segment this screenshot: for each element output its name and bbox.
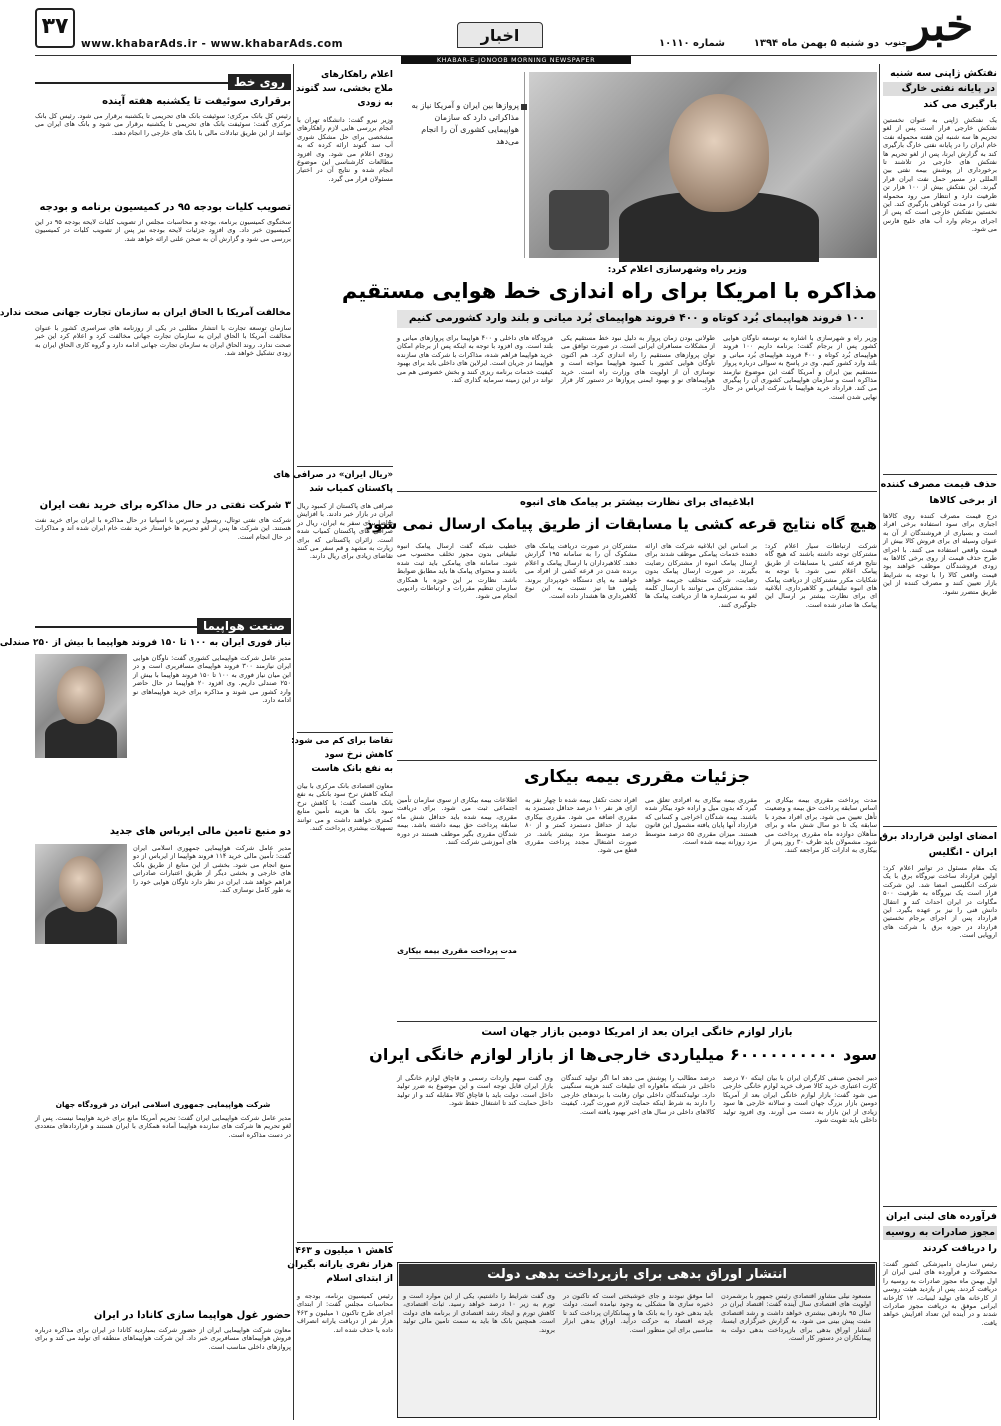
left-h2: تصویب کلیات بودجه ۹۵ در کمیسیون برنامه و بودجه <box>39 202 291 213</box>
main-body-2: طولانی بودن زمان پرواز به دلیل نبود خط مستقیم یکی از مشکلات مسافران ایرانی است. در صورت توافق می توان پروازهای مستقیم را راه اندازی کرد. هم اکنون ناوگان هوایی کشور با کمبود هواپیما مواجه است و نوسازی آن از اولویت های وزارت راه است. خرید هواپیماهای نو و بهبود ایمنی پروازها در دستور کار قرار دارد. <box>561 334 715 393</box>
midleft-h2: ملاج بخشی، سد گتوند <box>295 84 393 94</box>
minister-photo <box>529 72 877 258</box>
main-kicker: وزیر راه وشهرسازی اعلام کرد: <box>607 265 747 275</box>
issue-number: شماره ۱۰۱۱۰ <box>659 38 725 49</box>
column-rule <box>879 64 880 1420</box>
midleft-h9: کاهش ۱ میلیون و ۴۶۳ <box>295 1246 393 1256</box>
right-body4: رئیس سازمان دامپزشکی کشور گفت: محصولات و فرآورده های لبنی ایران از اول بهمن ماه مجوز صادرات به روسیه را دریافت کردند. پس از بازدید هیئت روسی از کارخانه های تولید لبنیات، ۱۲ کارخانه ایرانی موفق به دریافت مجوز صادرات شدند و در آینده این تعداد افزایش خواهد یافت. <box>883 1260 997 1327</box>
insurance-body-3: افراد تحت تکفل بیمه شده تا چهار نفر به ازای هر نفر ۱۰ درصد حداقل دستمزد به مقرری اضافه می شود. مقرری بیکاری نباید از حداقل دستمزد کمتر و از ۸۰ درصد متوسط مزد بیشتر باشد. در صورت اشتغال مجدد پرداخت مقرری قطع می شود. <box>525 796 637 855</box>
right-h10: را دریافت کردند <box>922 1243 997 1254</box>
left-h7: حضور غول هواپیما سازی کانادا در ایران <box>93 1310 291 1321</box>
right-h8: فرآورده های لبنی ایران <box>885 1211 997 1222</box>
debt-headline: انتشار اوراق بدهی برای بازپرداخت بدهی دولت <box>487 1267 787 1282</box>
divider <box>297 466 393 467</box>
masthead-rule <box>35 55 997 56</box>
sanat-title: صنعت هواپیما <box>197 618 291 634</box>
divider <box>883 474 997 475</box>
divider <box>397 1021 877 1022</box>
market-body-3: وی گفت سهم واردات رسمی و قاچاق لوازم خانگی از بازار ایران قابل توجه است و این موضوع به ضرر تولید داخل است. دولت باید با قاچاق کالا مقابله کند و از تولید داخل حمایت کند تا اشتغال حفظ شود. <box>397 1074 553 1108</box>
midleft-h10: هزار نفری یارانه بگیران <box>287 1260 393 1270</box>
caption-bullet <box>521 104 527 110</box>
midleft-h3: به زودی <box>357 98 393 108</box>
right-h5: از برخی کالاها <box>929 495 997 506</box>
right-h2: در پایانه نفتی خارگ <box>901 83 995 94</box>
sms-body-1: شرکت ارتباطات سیار اعلام کرد: مشترکان توجه داشته باشند که هیچ گاه نتایج قرعه کشی یا مسابقات از طریق پیامک اعلام نمی شود. با توجه به شکایات مکرر مشترکان از دریافت پیامک های انبوه تبلیغاتی و کلاهبرداری، ابلاغیه ای برای نظارت بیشتر بر ارسال این پیامک ها صادر شده است. <box>765 542 877 609</box>
debt-body-3: وی گفت شرایط را داشتیم، یکی از این موارد است و تورم به زیر ۱۰ درصد خواهد رسید. ثبات اقتصادی، کاهش تورم و ایجاد رشد اقتصادی از برنامه های دولت است. همچنین بانک ها باید به سمت تامین مالی تولید بروند. <box>403 1292 556 1334</box>
sms-body-3: مشترکان در صورت دریافت پیامک های مشکوک آن را به سامانه ۱۹۵ گزارش دهند. کلاهبرداران با ارسال پیامک و اعلام برنده شدن در قرعه کشی از افراد می خواهند به پای دستگاه خودپرداز بروند. پلیس فتا نیز نسبت به این نوع کلاهبرداری ها هشدار داده است. <box>525 542 637 601</box>
photo-microphones <box>549 190 609 250</box>
right-body1: یک نفتکش ژاپنی به عنوان نخستین نفتکش خارجی قرار است پس از لغو تحریم ها سه شنبه این هفته محموله نفت خام ایران را در پایانه نفتی خارگ بارگیری کند به گزارش ایرنا، پس از لغو تحریم ها نفتکش های خارجی در تلاشند تا برخورداری از پوشش بیمه نفتی بین المللی در مسیر حمل نفت ایران قرار گیرند. این نفتکش بیش از ۱۰۰ هزار تن ظرفیت دارد و انتظار می رود محموله نفتی را در مدت کوتاهی بارگیری کند. این نخستین نفتکش خارجی است که پس از اجرای برجام وارد آب های خلیج فارس می شود. <box>883 116 998 234</box>
left-h5: نیاز فوری ایران به ۱۰۰ تا ۱۵۰ فروند هواپیما با بیش از ۲۵۰ صندلی <box>0 638 291 648</box>
left-body5: مدیر عامل شرکت هواپیمایی کشوری گفت: ناوگان هوایی ایران نیازمند ۳۰۰ فروند هواپیمای مسافربری است و در این میان نیاز فوری به ۱۰۰ تا ۱۵۰ فروند هواپیما با بیش از ۲۵۰ صندلی داریم. وی افزود ۲۰ هواپیما در حال حاضر وارد کشور می شوند و مذاکره برای خرید هواپیماهای نو ادامه دارد. <box>133 654 291 705</box>
market-kicker: بازار لوازم خانگی ایران بعد از امریکا دومین بازار جهان است <box>481 1026 793 1038</box>
sms-kicker: ابلاغیه‌ای برای نظارت بیشتر بر پیامک های انبوه <box>520 497 754 508</box>
sms-body-2: بر اساس این ابلاغیه شرکت های ارائه دهنده خدمات پیامکی موظف شدند برای ارسال پیامک انبوه از مشترکان رضایت بگیرند. در صورت ارسال پیامک بدون رضایت، شرکت متخلف جریمه خواهد شد. مشترکان می توانند با ارسال کلمه لغو به سرشماره ها از دریافت پیامک ها جلوگیری کنند. <box>645 542 757 609</box>
airline-director-photo <box>35 844 127 944</box>
photo-figure-face <box>669 94 769 212</box>
midleft-h8: به نفع بانک هاست <box>311 764 393 774</box>
market-body-2: درصد مطالب را پوشش می دهد اما اگر تولید کنندگان داخلی در شبکه ماهواره ای تبلیغات کنند هزینه سنگینی دارد. تولیدکنندگان داخلی توان رقابت با برندهای خارجی را دارند به شرط اینکه حمایت لازم صورت گیرد. کیفیت کالاهای داخلی در سال های اخیر بهبود یافته است. <box>561 1074 715 1116</box>
left-body6: مدیر عامل شرکت هواپیمایی جمهوری اسلامی ایران گفت: تأمین مالی خرید ۱۱۴ فروند هواپیما از ایرباس از دو منبع انجام می شود. بخشی از این منابع از طریق بانک های خارجی و بخشی دیگر از طریق اعتبارات صادراتی فراهم خواهد شد. ایران در نظر دارد ناوگان هوایی خود را به طور کامل نوسازی کند. <box>133 844 292 895</box>
debt-body-1: مسعود نیلی مشاور اقتصادی رئیس جمهور با برشمردن اولویت های اقتصادی سال آینده گفت: اقتصاد ایران در سال ۹۵ بازدهی بیشتری خواهد داشت و رشد اقتصادی مثبت پیش بینی می شود. به گزارش خبرگزاری ایسنا، انتشار اوراق بدهی برای بازپرداخت بدهی دولت به پیمانکاران در دستور کار است. <box>721 1292 872 1343</box>
insurance-subheading: مدت پرداخت مقرری بیمه بیکاری <box>397 946 517 955</box>
insurance-headline: جزئیات مقرری بیمه بیکاری <box>523 767 751 787</box>
section-title: اخبار <box>480 26 520 45</box>
subtitle: KHABAR-E-JONOOB MORNING NEWSPAPER <box>436 56 596 64</box>
logo-sub: جنوب <box>884 38 907 47</box>
divider <box>397 491 877 492</box>
right-body2: درج قیمت مصرف کننده روی کالاها اجباری برای سود استفاده برخی افراد است و بسیاری از فروشندگان از آن به عنوان وسیله ای برای فروش کالا بیش از قیمت واقعی استفاده می کنند. با اجرای طرح حذف قیمت از روی برخی کالاها به زودی فروشندگان موظف خواهند بود قیمت واقعی کالا را با توجه به شرایط بازار تعیین کنند و مصرف کننده از این طریق متضرر نشود. <box>883 512 997 596</box>
left-column <box>0 66 292 1420</box>
left-h1: برقراری سوئیفت تا یکشنبه هفته آینده <box>102 96 291 107</box>
left-body8: معاون شرکت هواپیمایی ایران از حضور شرکت بمباردیه کانادا در ایران برای مذاکره درباره فروش هواپیماهای مسافربری خبر داد. این شرکت هواپیماهای منطقه ای تولید می کند و برای پروازهای داخلی مناسب است. <box>35 1326 291 1351</box>
page-number: ۳۷ <box>41 14 69 39</box>
left-h6: دو منبع تامین مالی ایرباس های جدید <box>109 826 291 837</box>
market-body-1: دبیر انجمن صنفی کارگران ایران با بیان اینکه ۷۰ درصد کارت اعتباری خرید کالا صرف خرید لوازم خانگی خارجی می شود گفت: بازار لوازم خانگی ایران بعد از آمریکا دومین بازار بزرگ جهان است و سالانه خارجی ها سود زیادی از این بازار به دست می آورند. وی افزود تولید داخلی باید تقویت شود. <box>723 1074 877 1125</box>
insurance-subheading-line <box>409 958 505 959</box>
midleft-h6: تقاضا برای کم می شود: <box>291 736 393 746</box>
photo-caption: پروازها بین ایران و آمریکا نیاز به مذاکراتی دارد که سازمان هواپیمایی کشوری آن را انجام می‌دهد <box>411 101 519 146</box>
mid-left-column <box>273 66 393 1420</box>
market-headline: سود ۶۰۰۰۰۰۰۰۰۰۰ میلیاردی خارجی‌ها از بازار لوازم خانگی ایران <box>369 1045 877 1064</box>
right-h1: نفتکش ژاپنی سه شنبه <box>890 68 997 79</box>
masthead <box>31 0 1001 62</box>
ceo-face <box>57 666 105 724</box>
right-column <box>879 66 998 1420</box>
left-body3: سازمان توسعه تجارت با انتشار مطلبی در یکی از روزنامه های سراسری کشور با عنوان مخالفت آمریکا با الحاق ایران به سازمان تجارت جهانی مخالفت کرد و اعلام کرد این خبر صحت ندارد. روند الحاق ایران به سازمان تجارت جهانی ادامه دارد و گروه کاری الحاق ایران به زودی تشکیل خواهد شد. <box>35 324 291 358</box>
main-body-3: فرودگاه های داخلی و ۴۰۰ هواپیما برای پروازهای میانی و بلند است. وی افزود با توجه به اینکه پس از برجام امکان خرید هواپیما فراهم شده، مذاکرات با شرکت های سازنده هواپیما در جریان است. ایرلاین های داخلی باید برای بهبود کیفیت خدمات برنامه ریزی کنند و بخش خصوصی هم می تواند در این زمینه سرمایه گذاری کند. <box>397 334 553 385</box>
divider <box>297 1242 393 1243</box>
logo: خبر <box>908 0 974 51</box>
divider <box>397 760 877 761</box>
midleft-body1: وزیر نیرو گفت: دانشگاه تهران با انجام بررسی هایی لازم راهکارهای مشخصی برای حل مشکل شوری آب سد گتوند ارائه کرده که به زودی اعلام می شود. وی افزود مطالعات کارشناسی این موضوع انجام شده و نتایج آن در اختیار مسئولان قرار می گیرد. <box>297 116 393 183</box>
midleft-body4: رئیس کمیسیون برنامه، بودجه و محاسبات مجلس گفت: از ابتدای اجرای طرح تاکنون ۱ میلیون و ۴۶۳ هزار نفر از دریافت یارانه انصراف داده یا حذف شده اند. <box>297 1292 393 1334</box>
divider <box>883 1206 997 1207</box>
main-headline: مذاکره با امریکا برای راه اندازی خط هوایی مستقیم <box>341 279 877 303</box>
airline-ceo-photo <box>35 654 127 758</box>
right-h3: بارگیری می کند <box>923 99 997 110</box>
divider <box>297 732 393 733</box>
main-subheadline: ۱۰۰ فروند هواپیمای بُرد کوتاه و ۴۰۰ فروند هواپیمای بُرد میانی و بلند وارد کشورمی کنیم <box>408 312 866 324</box>
sms-body-4: خطیب شبکه گفت ارسال پیامک انبوه تبلیغاتی بدون مجوز تخلف محسوب می شود. سامانه های پیامکی باید ثبت شده باشند و محتوای پیامک ها باید مطابق ضوابط باشد. نظارت بر این حوزه با همکاری سازمان تنظیم مقررات و ارتباطات رادیویی انجام می شود. <box>397 542 517 601</box>
ruye-khat-title: روی خط <box>228 74 291 90</box>
divider <box>883 826 997 827</box>
insurance-body-4: اطلاعات بیمه بیکاری از سوی سازمان تأمین اجتماعی ثبت می شود. برای دریافت مقرری، بیمه شده باید حداقل شش ماه سابقه پرداخت حق بیمه داشته باشد. بیمه شدگان مقرری بگیر موظف هستند در دوره های آموزشی شرکت کنند. <box>397 796 517 847</box>
left-body7: مدیر عامل شرکت هواپیمایی ایران گفت: تحریم آمریکا مانع برای خرید هواپیما نیست. پس از لغو تحریم ها شرکت های سازنده هواپیما آماده همکاری با ایران هستند و قراردادهای متعددی در دست مذاکره است. <box>35 1114 291 1139</box>
midleft-h5: پاکستان کمیاب شد <box>309 484 393 494</box>
director-face <box>59 856 103 912</box>
right-h6: امضای اولین قرارداد برق <box>879 831 997 842</box>
left-h3: مخالفت آمریکا با الحاق ایران به سازمان تجارت جهانی صحت ندارد <box>0 308 291 318</box>
ceo-body <box>45 718 117 758</box>
right-h7: ایران - انگلیس <box>928 847 997 858</box>
left-sub1: شرکت هواپیمایی جمهوری اسلامی ایران در فرودگاه جهان <box>55 1100 271 1109</box>
midleft-body3: معاون اقتصادی بانک مرکزی با بیان اینکه کاهش نرخ سود بانکی به نفع بانک هاست گفت: با کاهش نرخ سود بانک ها هزینه تأمین منابع کمتری خواهند داشت و می توانند تسهیلات بیشتری پرداخت کنند. <box>297 782 393 833</box>
main-body-1: وزیر راه و شهرسازی با اشاره به توسعه ناوگان هوایی کشور پس از برجام گفت: برنامه داریم ۱۰۰ فروند هواپیمای بُرد کوتاه و ۴۰۰ فروند هواپیمای بُرد میانی و بلند وارد کشور کنیم. وی در پاسخ به سوالی درباره پرواز مستقیم بین ایران و آمریکا گفت این موضوع نیازمند مذاکره است و سازمان هواپیمایی کشوری آن را پیگیری می کند. قرارداد خرید هواپیما با شرکت ایرباس در حال نهایی شدن است. <box>723 334 877 401</box>
midleft-h1: اعلام راهکارهای <box>321 70 393 80</box>
left-h4: ۳ شرکت نفتی در حال مذاکره برای خرید نفت ایران <box>39 500 291 511</box>
right-body3: یک مقام مسئول در توانیر اعلام کرد: اولین قرارداد ساخت نیروگاه برق با یک شرکت انگلیسی امضا شد. این شرکت قرار است یک نیروگاه به ظرفیت ۵۰۰ مگاوات در ایران احداث کند و انتقال دانش فنی را نیز بر عهده بگیرد. این قرارداد پس از اجرای برجام نخستین قرارداد در حوزه برق با شرکت های اروپایی است. <box>883 864 997 940</box>
insurance-body-2: مقرری بیمه بیکاری به افرادی تعلق می گیرد که بدون میل و اراده خود بیکار شده باشند. بیمه شدگان اخراجی و کسانی که قرارداد آنها پایان یافته مشمول این قانون هستند. میزان مقرری ۵۵ درصد متوسط مزد روزانه بیمه شده است. <box>645 796 757 847</box>
midleft-h4: «ریال ایران» در صرافی های <box>273 470 393 480</box>
midleft-h11: از ابتدای اسلام <box>326 1274 393 1284</box>
right-h4: حذف قیمت مصرف کننده <box>880 479 997 490</box>
midleft-body2: صرافی های پاکستان از کمبود ریال ایران در بازار خبر دادند. با افزایش تقاضا برای سفر به ایران، ریال در صرافی های پاکستان کمیاب شده است. زائران پاکستانی که برای زیارت به مشهد و قم سفر می کنند تقاضای زیادی برای ریال دارند. <box>297 502 393 561</box>
insurance-body-1: مدت پرداخت مقرری بیمه بیکاری بر اساس سابقه پرداخت حق بیمه و وضعیت تأهل تعیین می شود. برای افراد مجرد با سابقه یک تا دو سال شش ماه و برای متأهلان دوازده ماه مقرری پرداخت می شود. مشمولان باید ظرف ۳۰ روز پس از بیکاری به ادارات کار مراجعه کنند. <box>765 796 877 855</box>
left-body4: شرکت های نفتی توتال، رپسول و سرس با اسپانیا در حال مذاکره با ایران برای خرید نفت هستند. این شرکت ها پس از لغو تحریم ها خواستار خرید نفت خام ایران شده اند و مذاکرات در حال انجام است. <box>35 516 291 541</box>
left-body2: سخنگوی کمیسیون برنامه، بودجه و محاسبات مجلس از تصویب کلیات لایحه بودجه ۹۵ در این کمیسیون خبر داد. وی افزود جزئیات لایحه بودجه نیز پس از تصویب کلیات در کمیسیون بررسی می شود و گزارش آن به صحن علنی ارائه خواهد شد. <box>35 218 292 243</box>
sms-headline: هیچ گاه نتایج قرعه کشی یا مسابقات از طریق پیامک ارسال نمی شود <box>365 515 877 533</box>
right-h9: مجوز صادرات به روسیه <box>885 1227 995 1238</box>
debt-body-2: اما موفق نبودند و جای خوشبختی است که تاکنون در ذخیره سازی ها مشکلی به وجود نیامده است. دولت باید بدهی خود را به بانک ها و پیمانکاران پرداخت کند تا چرخه اقتصاد به حرکت درآید. اوراق بدهی ابزار مناسبی برای این منظور است. <box>563 1292 713 1334</box>
date: دو شنبه ۵ بهمن ماه ۱۳۹۴ <box>753 38 879 49</box>
website: www.khabarAds.ir - www.khabarAds.com <box>81 38 344 50</box>
midleft-h7: کاهش نرخ سود <box>324 750 393 760</box>
left-body1: رئیس کل بانک مرکزی: سوئیفت بانک های تحریمی تا یکشنبه برقرار می شود. رئیس کل بانک مرکزی گفت: سوئیفت بانک های تحریمی تا یکشنبه برقرار می شود و بانک های ایران می توانند از این طریق تبادلات مالی با بانک های خارجی را انجام دهند. <box>35 112 291 137</box>
